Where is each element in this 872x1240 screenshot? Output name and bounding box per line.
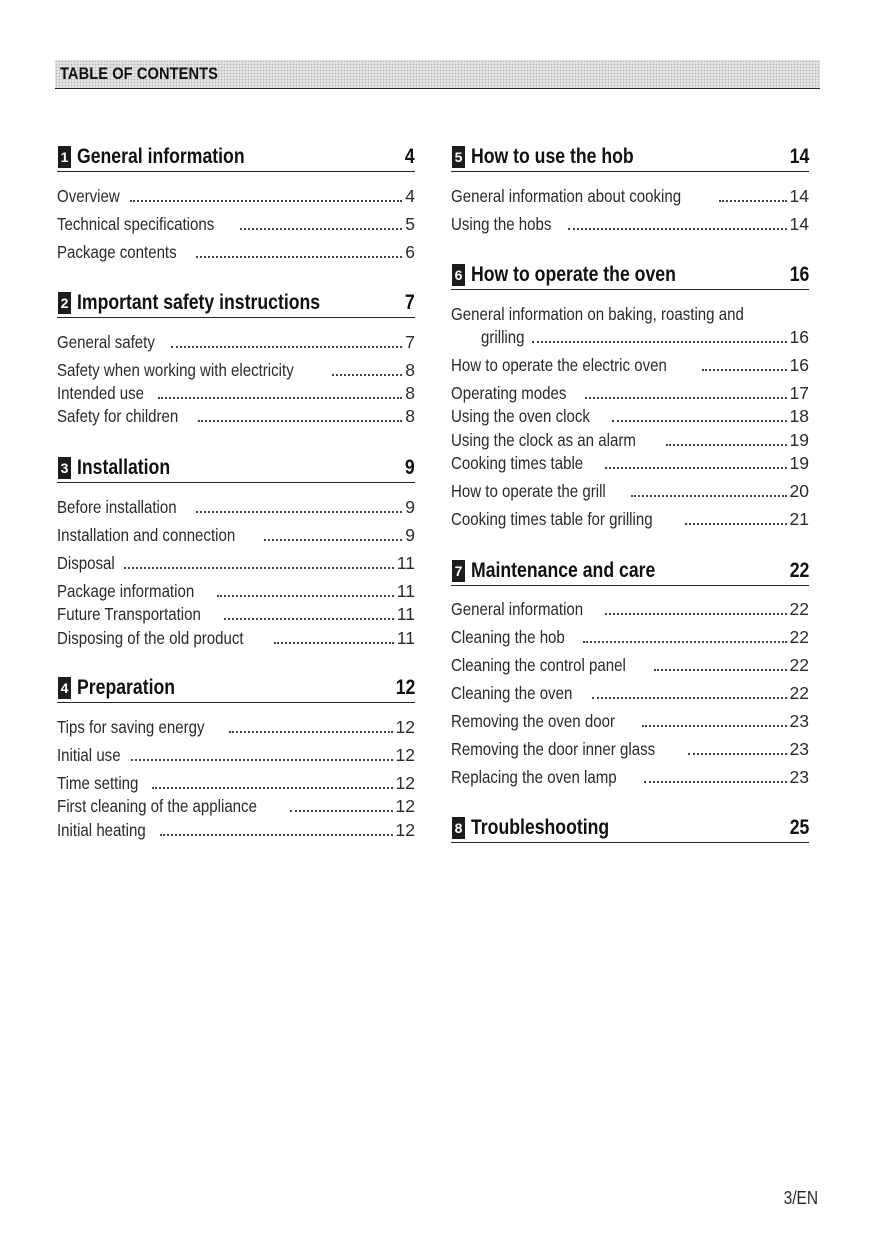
toc-entry-text: Replacing the oven lamp (451, 767, 617, 787)
toc-entry-text: Intended use (57, 383, 145, 403)
toc-entry-text: Tips for saving energy (57, 717, 205, 737)
dot-leader (685, 523, 786, 525)
toc-entry-text: Cleaning the oven (451, 683, 573, 703)
toc-entry[interactable] (57, 795, 415, 817)
toc-entry-page: 22 (789, 683, 809, 703)
toc-entry[interactable] (57, 552, 415, 574)
dot-leader (224, 618, 394, 620)
dot-leader (158, 397, 402, 399)
toc-entry-text: Before installation (57, 497, 177, 517)
toc-entry-text: Disposal (57, 553, 115, 573)
dot-leader (666, 444, 787, 446)
toc-entry-text: General information about cooking (451, 186, 682, 206)
toc-entry-page: 11 (396, 628, 415, 648)
toc-entry-page: 14 (789, 186, 809, 206)
toc-entry-text: Operating modes (451, 383, 567, 403)
dot-leader (532, 341, 787, 343)
dot-leader (152, 787, 393, 789)
toc-entry-page: 9 (405, 497, 415, 517)
dot-leader (274, 642, 394, 644)
dot-leader (196, 256, 402, 258)
section-number-badge: 8 (452, 817, 465, 839)
dot-leader (229, 731, 393, 733)
toc-entry[interactable] (451, 213, 809, 235)
toc-entry-page: 23 (789, 767, 809, 787)
section-title: Important safety instructions (77, 291, 321, 314)
section-title: How to operate the oven (471, 263, 676, 286)
section-title: General information (77, 145, 245, 168)
section-number-badge: 6 (452, 264, 465, 286)
toc-entry[interactable] (451, 429, 809, 451)
toc-entry[interactable] (451, 508, 809, 530)
toc-entry[interactable] (57, 772, 415, 794)
section-heading-important-safety-instructions[interactable] (57, 289, 415, 318)
toc-entry-page: 4 (405, 186, 415, 206)
toc-entry-text: Safety when working with electricity (57, 360, 294, 380)
toc-entry-page: 12 (395, 796, 415, 816)
toc-entry-text: Cooking times table (451, 453, 584, 473)
toc-entry-text: Technical specifications (57, 214, 215, 234)
toc-entry[interactable] (57, 496, 415, 518)
toc-entry[interactable] (451, 738, 809, 760)
dot-leader (688, 753, 786, 755)
toc-entry[interactable] (57, 627, 415, 649)
section-number-badge: 5 (452, 146, 465, 168)
toc-entry-text: Removing the door inner glass (451, 739, 656, 759)
toc-entry-page: 11 (396, 553, 415, 573)
toc-entry-text: Safety for children (57, 406, 179, 426)
toc-header-band (55, 60, 820, 89)
toc-entry[interactable] (451, 682, 809, 704)
toc-entry[interactable] (57, 744, 415, 766)
toc-entry-page: 23 (789, 711, 809, 731)
dot-leader (654, 669, 786, 671)
page-number: 3/EN (783, 1188, 818, 1208)
toc-entry-page: 19 (789, 453, 809, 473)
section-heading-general-information[interactable] (57, 143, 415, 172)
toc-entry-page: 12 (395, 773, 415, 793)
section-number-badge: 4 (58, 677, 71, 699)
toc-entry[interactable] (451, 382, 809, 404)
toc-entry[interactable] (57, 580, 415, 602)
dot-leader (568, 228, 787, 230)
toc-entry-text: General information (451, 599, 584, 619)
section-page: 12 (395, 676, 415, 699)
toc-entry-text: Removing the oven door (451, 711, 615, 731)
section-heading-how-to-operate-the-oven[interactable] (451, 261, 809, 290)
toc-entry-text: Cleaning the control panel (451, 655, 626, 675)
dot-leader (592, 697, 786, 699)
section-title: How to use the hob (471, 145, 634, 168)
toc-entry-page: 8 (405, 383, 415, 403)
toc-entry[interactable] (57, 603, 415, 625)
dot-leader (264, 539, 402, 541)
dot-leader (217, 595, 394, 597)
toc-entry-text: Cooking times table for grilling (451, 509, 653, 529)
section-number-badge: 1 (58, 146, 71, 168)
dot-leader (160, 834, 392, 836)
toc-entry-page: 8 (405, 360, 415, 380)
section-heading-maintenance-and-care[interactable] (451, 557, 809, 586)
section-number-badge: 2 (58, 292, 71, 314)
toc-entry-page: 22 (789, 599, 809, 619)
toc-entry-text: Installation and connection (57, 525, 236, 545)
toc-entry[interactable] (451, 654, 809, 676)
toc-entry-page: 9 (405, 525, 415, 545)
toc-entry-text: Initial use (57, 745, 121, 765)
toc-entry-line1[interactable] (451, 303, 809, 325)
toc-entry-text: General information on baking, roasting and (451, 304, 744, 324)
toc-entry-page: 23 (789, 739, 809, 759)
toc-entry-text: Cleaning the hob (451, 627, 565, 647)
toc-header-title: TABLE OF CONTENTS (60, 64, 218, 83)
toc-entry[interactable] (451, 452, 809, 474)
dot-leader (171, 346, 402, 348)
toc-entry[interactable] (57, 331, 415, 353)
section-heading-troubleshooting[interactable] (451, 814, 809, 843)
toc-entry[interactable] (57, 716, 415, 738)
toc-entry[interactable] (451, 766, 809, 788)
section-title: Preparation (77, 676, 176, 699)
toc-entry-text: Time setting (57, 773, 139, 793)
toc-entry-page: 20 (789, 481, 809, 501)
section-page: 22 (789, 559, 809, 582)
dot-leader (631, 495, 787, 497)
toc-entry[interactable] (57, 241, 415, 263)
toc-entry[interactable] (57, 382, 415, 404)
section-heading-preparation[interactable] (57, 674, 415, 703)
toc-entry-page: 12 (395, 745, 415, 765)
toc-entry[interactable] (57, 185, 415, 207)
dot-leader (605, 613, 787, 615)
toc-entry[interactable] (451, 626, 809, 648)
dot-leader (198, 420, 402, 422)
dot-leader (124, 567, 394, 569)
dot-leader (240, 228, 402, 230)
toc-entry-page: 14 (789, 214, 809, 234)
toc-entry-text: Future Transportation (57, 604, 201, 624)
toc-entry[interactable] (451, 354, 809, 376)
toc-entry-page: 22 (789, 655, 809, 675)
toc-entry-page: 6 (405, 242, 415, 262)
toc-entry-text: Using the clock as an alarm (451, 430, 636, 450)
dot-leader (196, 511, 402, 513)
toc-entry[interactable] (57, 524, 415, 546)
toc-entry[interactable] (57, 819, 415, 841)
toc-entry-page: 7 (405, 332, 415, 352)
toc-entry-text: General safety (57, 332, 155, 352)
toc-entry-page: 11 (396, 604, 415, 624)
toc-entry-page: 12 (395, 820, 415, 840)
toc-entry-text: Using the oven clock (451, 406, 590, 426)
toc-entry[interactable] (451, 185, 809, 207)
dot-leader (702, 369, 787, 371)
toc-entry[interactable] (57, 213, 415, 235)
section-number-badge: 3 (58, 457, 71, 479)
dot-leader (290, 810, 393, 812)
dot-leader (605, 467, 787, 469)
section-page: 9 (405, 456, 415, 479)
section-page: 4 (405, 145, 415, 168)
section-page: 16 (789, 263, 809, 286)
dot-leader (583, 641, 786, 643)
dot-leader (642, 725, 787, 727)
toc-entry-page: 18 (789, 406, 809, 426)
toc-entry-page: 21 (789, 509, 809, 529)
dot-leader (719, 200, 787, 202)
toc-entry-text: Package information (57, 581, 195, 601)
section-page: 7 (405, 291, 415, 314)
toc-entry-page: 8 (405, 406, 415, 426)
toc-entry-text: How to operate the grill (451, 481, 606, 501)
toc-entry-page: 16 (789, 355, 809, 375)
toc-entry-text: Using the hobs (451, 214, 552, 234)
section-number-badge: 7 (452, 560, 465, 582)
toc-entry[interactable] (451, 710, 809, 732)
toc-entry-page: 5 (405, 214, 415, 234)
toc-entry[interactable] (451, 480, 809, 502)
toc-entry-text: Overview (57, 186, 120, 206)
section-title: Installation (77, 456, 171, 479)
toc-entry-page: 16 (789, 327, 809, 347)
toc-entry-text: grilling (481, 327, 525, 347)
dot-leader (130, 200, 402, 202)
dot-leader (332, 374, 402, 376)
toc-entry[interactable] (57, 359, 415, 381)
toc-entry-text: How to operate the electric oven (451, 355, 667, 375)
dot-leader (612, 420, 786, 422)
toc-entry-page: 19 (789, 430, 809, 450)
dot-leader (585, 397, 786, 399)
section-page: 25 (789, 816, 809, 839)
toc-entry[interactable] (481, 326, 809, 348)
toc-entry-text: First cleaning of the appliance (57, 796, 257, 816)
section-heading-installation[interactable] (57, 454, 415, 483)
toc-entry[interactable] (57, 405, 415, 427)
toc-entry-text: Package contents (57, 242, 177, 262)
toc-entry-page: 17 (789, 383, 809, 403)
section-title: Maintenance and care (471, 559, 656, 582)
dot-leader (644, 781, 787, 783)
dot-leader (131, 759, 393, 761)
toc-entry[interactable] (451, 598, 809, 620)
toc-entry-page: 12 (395, 717, 415, 737)
toc-entry[interactable] (451, 405, 809, 427)
section-page: 14 (789, 145, 809, 168)
toc-entry-page: 22 (789, 627, 809, 647)
section-title: Troubleshooting (471, 816, 610, 839)
section-heading-how-to-use-the-hob[interactable] (451, 143, 809, 172)
toc-entry-text: Disposing of the old product (57, 628, 244, 648)
toc-entry-text: Initial heating (57, 820, 146, 840)
toc-entry-page: 11 (396, 581, 415, 601)
